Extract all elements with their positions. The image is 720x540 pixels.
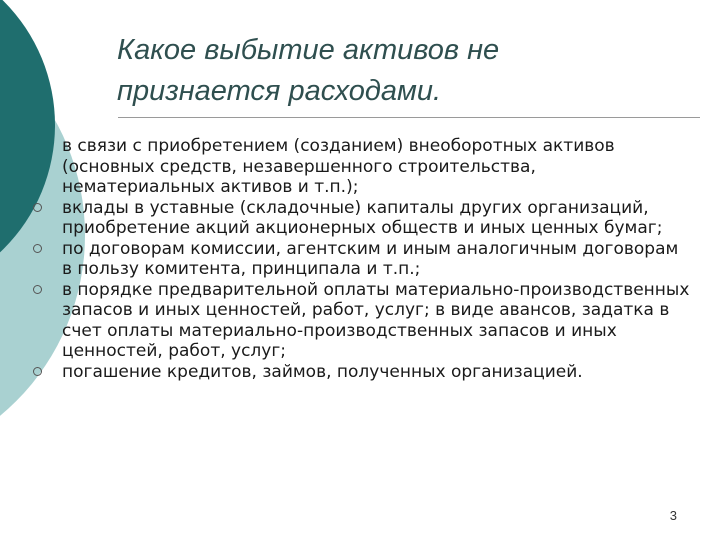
title-line: Какое выбытие активов не [117, 34, 500, 66]
bullet-text: погашение кредитов, займов, полученных организацией. [62, 361, 583, 382]
slide-number: 3 [669, 508, 677, 523]
circle-bullet-icon [33, 367, 42, 376]
title-line: признается расходами. [117, 75, 442, 107]
bullet-item [30, 280, 690, 362]
bullet-item [30, 362, 690, 383]
circle-bullet-icon [33, 285, 42, 294]
circle-bullet-icon [33, 244, 42, 253]
bullet-item [30, 198, 690, 239]
slide-title [117, 30, 677, 112]
bullet-item [30, 239, 690, 280]
bullet-list [30, 136, 690, 382]
circle-bullet-icon [33, 203, 42, 212]
bullet-text: по договорам комиссии, агентским и иным аналогичным договорам в пользу комитента, принципала и т.п.; [62, 238, 679, 279]
bullet-text: вклады в уставные (складочные) капиталы других организаций, приобретение акций акционерных обществ и иных ценных бумаг; [62, 197, 663, 238]
bullet-text: в порядке предварительной оплаты материально-производственных запасов и иных ценностей, работ, услуг; в виде авансов, задатка в счет оплаты материально-производственных запасов и иных ценностей, работ, услуг; [62, 279, 690, 361]
bullet-item [30, 136, 690, 198]
title-divider [118, 117, 700, 118]
bullet-text: в связи с приобретением (созданием) внеоборотных активов (основных средств, незавершенного строительства, нематериальных активов и т.п.); [62, 136, 615, 197]
